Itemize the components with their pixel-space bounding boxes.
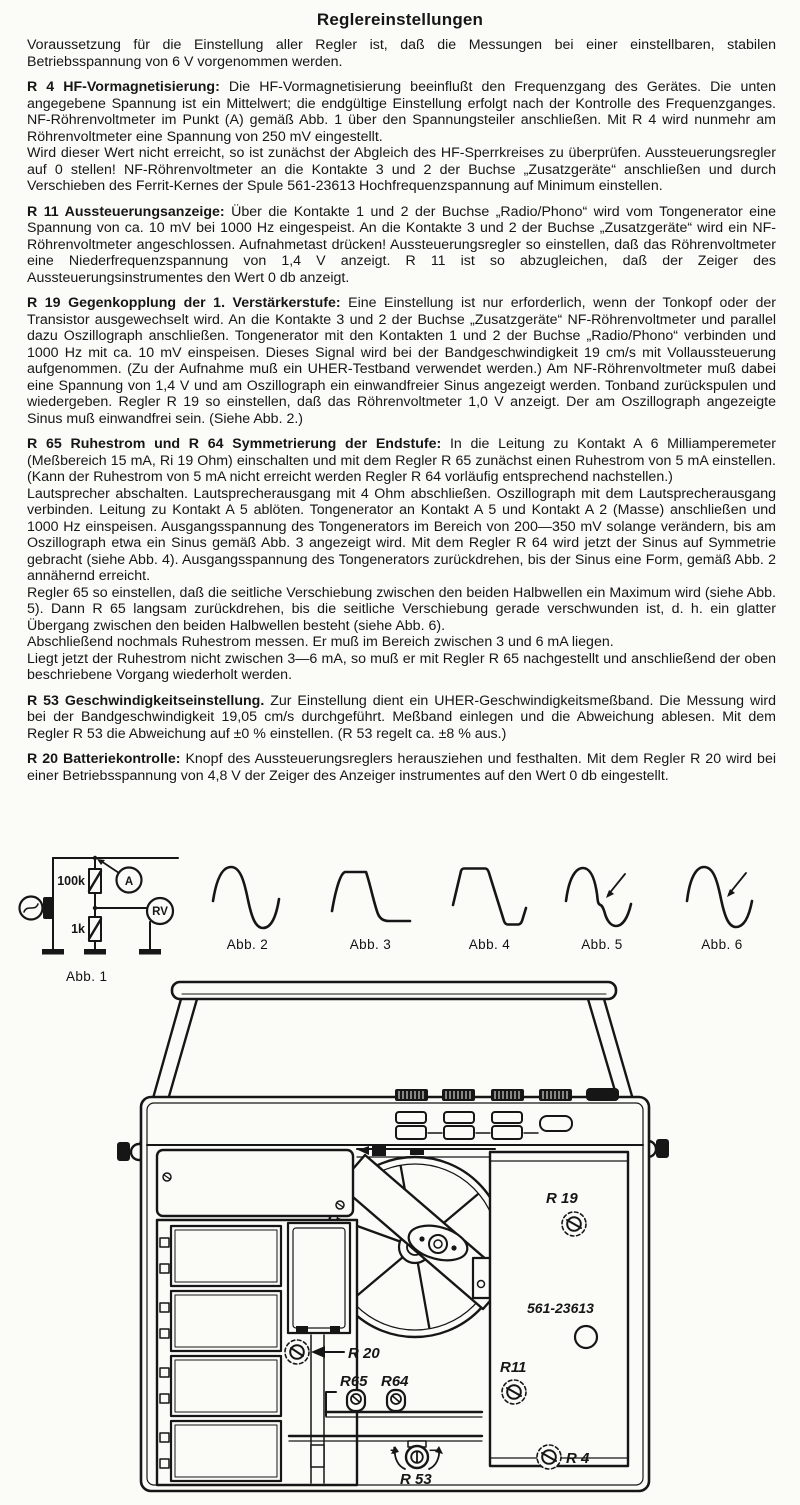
label-r65: R65 [340,1373,368,1390]
label-r19: R 19 [546,1190,578,1207]
section-lead-r11: R 11 Aussteuerungsanzeige: [27,203,225,220]
knurled-knob-icon [442,1089,475,1101]
resistor-1k [89,917,101,941]
resistor-100k-label: 100k [57,874,85,888]
label-r53: R 53 [400,1471,432,1488]
circuit-diagram [8,848,208,960]
label-r4: R 4 [566,1450,590,1467]
figure-abb3-caption: Abb. 3 [349,937,392,952]
figure-abb6 [677,850,767,952]
battery-cell [160,1226,281,1286]
paragraph-r65-cont-1: Lautsprecher abschalten. Lautsprecherausgang mit 4 Ohm abschließen. Oszillograph mit dem Lautsprecherausgang verbinden. Leitung zu Kontakt A 5 ablöten. Tongenerator an Kontakt A 5 und Kontakt A 2 (Masse) anschließen und 1000 Hz einspeisen. Ausgangsspannung des Tongenerators im Bereich von 200—350 mV solange verändern, bis am Oszillograph etwa ein Sinus gemäß Abb. 3 angezeigt wird. Mit dem Regler R 64 wird jetzt der Sinus auf Symmetrie gebracht (siehe Abb. 4). Ausgangsspannung des Tongenerators zurückdrehen, bis der Sinus eine Form, gemäß Abb. 2 annähernd erreicht. [27,485,776,584]
paragraph-r19: R 19 Gegenkopplung der 1. Verstärkerstufe: Eine Einstellung ist nur erforderlich, wenn der Tonkopf oder der Transistor ausgewechselt wird. An die Kontakte 3 und 2 der Buchse „Zusatzgeräte“ NF-Röhrenvoltmeter und parallel dazu Oszillograph anschließen. Tongenerator mit den Kontakten 1 und 2 der Buchse „Radio/Phono“ verbinden und 1000 Hz mit ca. 10 mV einspeisen. Dieses Signal wird bei der Bandgeschwindigkeit 19 cm/s mit Vollaussteuerung aufgenommen. (Zu der Aufnahme muß ein UHER-Testband verwendet werden.) Am NF-Röhrenvoltmeter muß dabei eine Spannung von 1,4 V und am Oszillograph ein einwandfreier Sinus angezeigt werden. Tonband zurückspulen und wiedergeben. Regler R 19 so einstellen, daß das Röhrenvoltmeter 1,0 V anzeigt. Der am Oszillograph angezeigte Sinus muß einwandfrei sein. (Siehe Abb. 2.) [27,295,776,427]
trimmer-r64-icon [387,1390,405,1411]
figure-abb3 [328,850,413,952]
resistor-1k-label: 1k [71,922,85,936]
paragraph-r65-cont-4: Liegt jetzt der Ruhestrom nicht zwischen 3—6 mA, so muß er mit Regler R 65 nachgestellt und anschließend der oben beschriebene Vorgang wiederholt werden. [27,650,776,683]
figure-abb5 [557,850,647,952]
solid-knob-icon [586,1088,619,1101]
paragraph-r65-cont-2: Regler 65 so einstellen, daß die seitliche Verschiebung zwischen den beiden Halbwellen ein Maximum wird (siehe Abb. 5). Dann R 65 langsam zurückdrehen, bis die seitliche Verschiebung gerade verschwunden ist, d. h. ein glatter Übergang zwischen den beiden Halbwellen besteht (siehe Abb. 6). [27,584,776,634]
section-lead-r20: R 20 Batteriekontrolle: [27,751,181,767]
paragraph-r65: R 65 Ruhestrom und R 64 Symmetrierung der Endstufe: In die Leitung zu Kontakt A 6 Milliamperemeter (Meßbereich 15 mA, Ri 19 Ohm) einschalten und mit dem Regler R 65 zunächst einen Ruhestrom von 5 mA einstellen. (Kann der Ruhestrom von 5 mA nicht erreicht werden Regler R 64 vorläufig entsprechend nachstellen.) [27,436,776,485]
label-r11: R11 [500,1359,527,1376]
trimmer-r65-icon [347,1390,365,1411]
section-lead-r53: R 53 Geschwindigkeitseinstellung. [27,692,265,709]
waveform-smooth-crossover-icon [682,859,762,931]
cover-panel [157,1150,353,1216]
signal-source-icon [20,897,54,920]
device-drawing [100,975,685,1503]
resistor-100k [89,869,101,893]
paragraph-r11: R 11 Aussteuerungsanzeige: Über die Kontakte 1 und 2 der Buchse „Radio/Phono“ wird vom Tongenerator eine Spannung von ca. 10 mV bei 1000 Hz eingespeist. An die Kontakte 3 und 2 der Buchse „Zusatzgeräte“ wird ein NF-Röhrenvoltmeter angeschlossen. Aufnahmetast drücken! Aussteuerungsregler so einstellen, daß das Röhrenvoltmeter eine Niederfrequenzspannung von 1,4 V anzeigt. R 11 ist so abzugleichen, daß der Zeiger des Aussteuerungsinstrumentes den Wert 0 db anzeigt. [27,203,776,286]
trimmer-r4-icon [537,1445,561,1469]
battery-cell [160,1291,281,1351]
waveform-clipped-top-icon [328,861,413,931]
paragraph-r65-cont-3: Abschließend nochmals Ruhestrom messen. Er muß im Bereich zwischen 3 und 6 mA liegen. [27,634,614,650]
label-coil-561-23613: 561-23613 [527,1300,594,1316]
minus-sign: − [429,1442,438,1458]
crossover-arrow-icon [727,873,746,897]
knurled-knob-icon [491,1089,524,1101]
ground-icon [42,949,161,955]
label-r20: R 20 [348,1345,380,1362]
figure-abb4 [447,850,532,952]
battery-cell [160,1356,281,1416]
figure-abb1-caption: Abb. 1 [66,969,108,984]
pcb-panel [490,1152,628,1469]
page-title: Reglereinstellungen [316,10,484,29]
paragraph-intro: Voraussetzung für die Einstellung aller Regler ist, daß die Messungen bei einer einstellbaren, stabilen Betriebsspannung von 6 V vorgenommen werden. [27,37,776,70]
paragraph-r4-cont: Wird dieser Wert nicht erreicht, so ist zunächst der Abgleich des HF-Sperrkreises zu überprüfen. Aussteuerungsregler auf 0 stellen! NF-Röhrenvoltmeter an die Kontakte 3 und 2 der Buchse „Zusatzgeräte“ anschließen und durch Verschieben des Ferrit-Kernes der Spule 561-23613 Hochfrequenzspannung auf Minimum einstellen. [27,145,776,194]
trimmer-r11-icon [502,1380,526,1404]
plus-sign: + [390,1442,399,1458]
battery-cell [160,1421,281,1481]
section-lead-r65: R 65 Ruhestrom und R 64 Symmetrierung der Endstufe: [27,436,442,452]
figure-abb2 [205,850,290,952]
coil-icon [575,1326,597,1348]
waveform-clipped-both-icon [449,861,531,931]
paragraph-r20: R 20 Batteriekontrolle: Knopf des Aussteuerungsreglers herausziehen und festhalten. Mit dem Regler R 20 wird bei einer Betriebsspannung von 4,8 V der Zeiger des Anzeiger instrumentes auf den Wert 0 db eingestellt. [27,751,776,784]
section-lead-r19: R 19 Gegenkopplung der 1. Verstärkerstufe: [27,295,341,311]
rounded-button-icon [540,1116,572,1131]
waveform-crossover-step-icon [562,859,642,931]
figure-abb2-caption: Abb. 2 [226,937,269,952]
body-text [27,37,776,784]
figure-abb6-caption: Abb. 6 [701,937,743,952]
meter-a-icon [97,859,142,893]
meter-rv-icon [147,898,173,924]
paragraph-r53: R 53 Geschwindigkeitseinstellung. Zur Einstellung dient ein UHER-Geschwindigkeitsmeßband. Die Messung wird bei der Bandgeschwindigkeit 19,05 cm/s durchgeführt. Meßband einlegen und die Abweichung ablesen. Mit dem Regler R 53 die Abweichung auf ±0 % einstellen. (R 53 regelt ca. ±8 % aus.) [27,692,776,742]
crossover-arrow-icon [606,874,625,898]
trimmer-r19-icon [562,1212,586,1236]
paragraph-r4: R 4 HF-Vormagnetisierung: Die HF-Vormagnetisierung beeinflußt den Frequenzgang des Gerätes. Die unten angegebene Spannung ist ein Mittelwert; die endgültige Einstellung erfolgt nach der Kontrolle des Frequenzganges. NF-Röhrenvoltmeter im Punkt (A) gemäß Abb. 1 über den Spannungsteiler anschließen. Mit R 4 wird nunmehr am Röhrenvoltmeter eine Spannung von 250 mV eingestellt. [27,79,776,145]
svg-text:RV: RV [152,906,168,918]
figure-abb4-caption: Abb. 4 [468,937,511,952]
label-r64: R64 [381,1373,409,1390]
knurled-knob-icon [539,1089,572,1101]
knurled-knob-icon [395,1089,428,1101]
figure-abb5-caption: Abb. 5 [581,937,623,952]
section-lead-r4: R 4 HF-Vormagnetisierung: [27,79,220,95]
lever-bracket [473,1258,490,1298]
waveform-sine-icon [208,861,288,931]
svg-text:A: A [124,876,134,888]
figure-abb1 [8,848,208,983]
